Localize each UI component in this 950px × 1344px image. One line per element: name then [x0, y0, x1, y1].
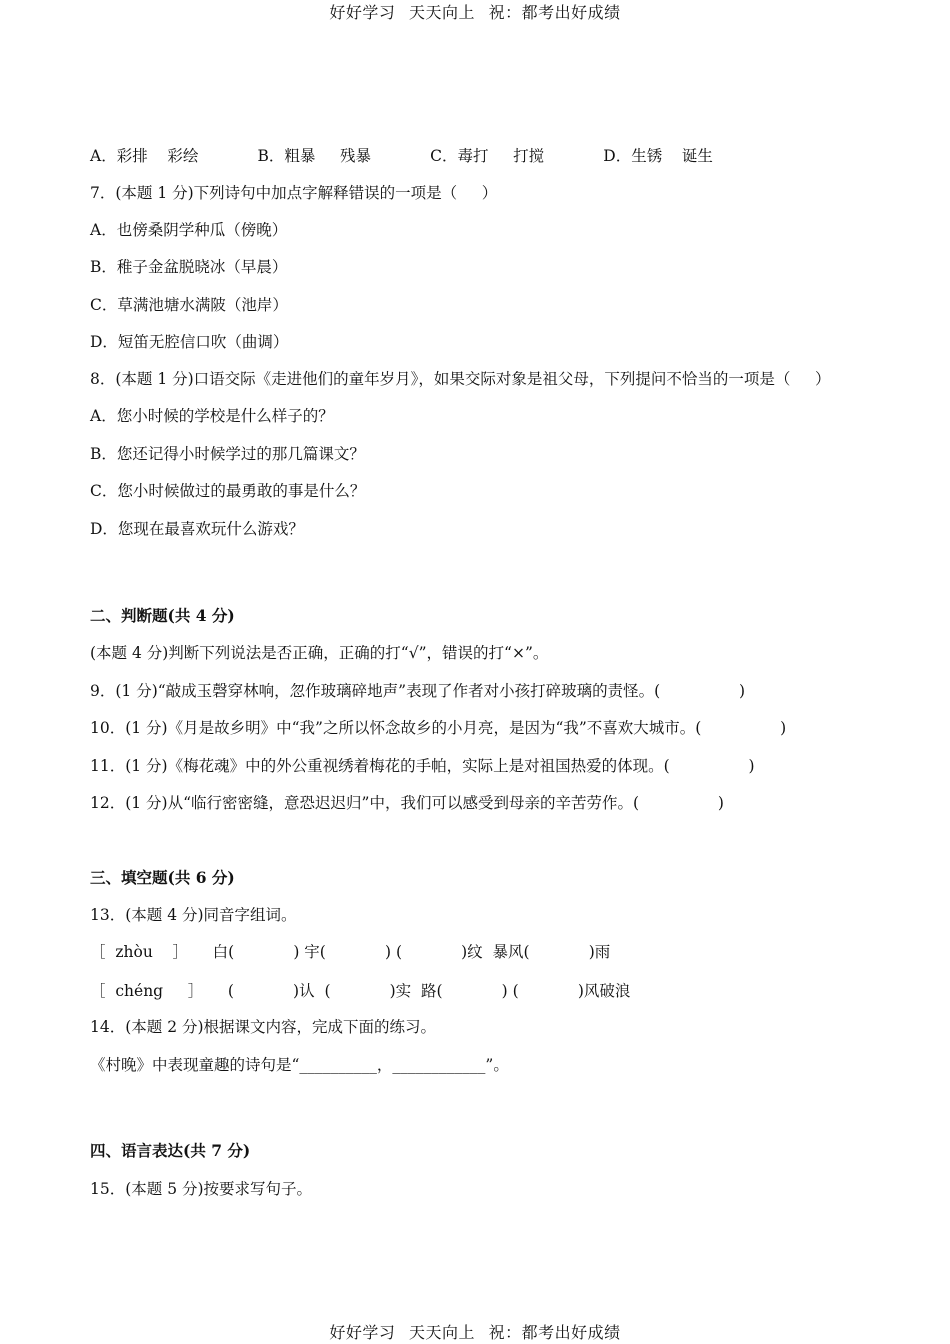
question-15: 15．(本题 5 分)按要求写句子。	[90, 1180, 313, 1198]
q7-option-d: D．短笛无腔信口吹（曲调）	[90, 333, 289, 351]
q6-options: A．彩排 彩绘 B．粗暴 残暴 C．毒打 打搅 D．生锈 诞生	[90, 147, 713, 165]
section-2-intro: (本题 4 分)判断下列说法是否正确，正确的打“√”，错误的打“×”。	[90, 644, 549, 662]
q7-option-c: C．草满池塘水满陂（池岸）	[90, 296, 288, 314]
q13-zhou-row: ［ zhòu ］ 白( ) 宇( ) ( )纹 暴风( )雨	[90, 943, 611, 961]
q8-option-a: A．您小时候的学校是什么样子的？	[90, 407, 334, 425]
q7-option-a: A．也傍桑阴学种瓜（傍晚）	[90, 221, 288, 239]
page-header: 好好学习 天天向上 祝：都考出好成绩	[329, 3, 621, 22]
question-9: 9．(1 分)“敲成玉磬穿林响，忽作玻璃碎地声”表现了作者对小孩打碎玻璃的责怪。( )	[90, 682, 746, 700]
section-2-title: 二、判断题(共 4 分)	[90, 606, 235, 625]
q8-option-d: D．您现在最喜欢玩什么游戏？	[90, 520, 304, 538]
q8-option-b: B．您还记得小时候学过的那几篇课文？	[90, 445, 365, 463]
q14-fill-line: 《村晚》中表现童趣的诗句是“__________，____________”。	[90, 1056, 509, 1074]
section-4-title: 四、语言表达(共 7 分)	[90, 1141, 251, 1160]
question-10: 10．(1 分)《月是故乡明》中“我”之所以怀念故乡的小月亮，是因为“我”不喜欢大城市。( )	[90, 719, 787, 737]
question-14: 14．(本题 2 分)根据课文内容，完成下面的练习。	[90, 1018, 437, 1036]
q7-option-b: B．稚子金盆脱晓冰（早晨）	[90, 258, 288, 276]
question-13: 13．(本题 4 分)同音字组词。	[90, 906, 297, 924]
question-8: 8．(本题 1 分)口语交际《走进他们的童年岁月》，如果交际对象是祖父母，下列提问不恰当的一项是（ ）	[90, 370, 831, 388]
question-12: 12．(1 分)从“临行密密缝，意恐迟迟归”中，我们可以感受到母亲的辛苦劳作。( )	[90, 794, 724, 812]
page-footer: 好好学习 天天向上 祝：都考出好成绩	[329, 1323, 621, 1342]
question-7: 7．(本题 1 分)下列诗句中加点字解释错误的一项是（ ）	[90, 184, 498, 202]
q8-option-c: C．您小时候做过的最勇敢的事是什么？	[90, 482, 366, 500]
q13-cheng-row: ［ chéng ］ ( )认 ( )实 路( ) ( )风破浪	[90, 982, 631, 1000]
question-11: 11．(1 分)《梅花魂》中的外公重视绣着梅花的手帕，实际上是对祖国热爱的体现。( )	[90, 757, 755, 775]
section-3-title: 三、填空题(共 6 分)	[90, 868, 235, 887]
